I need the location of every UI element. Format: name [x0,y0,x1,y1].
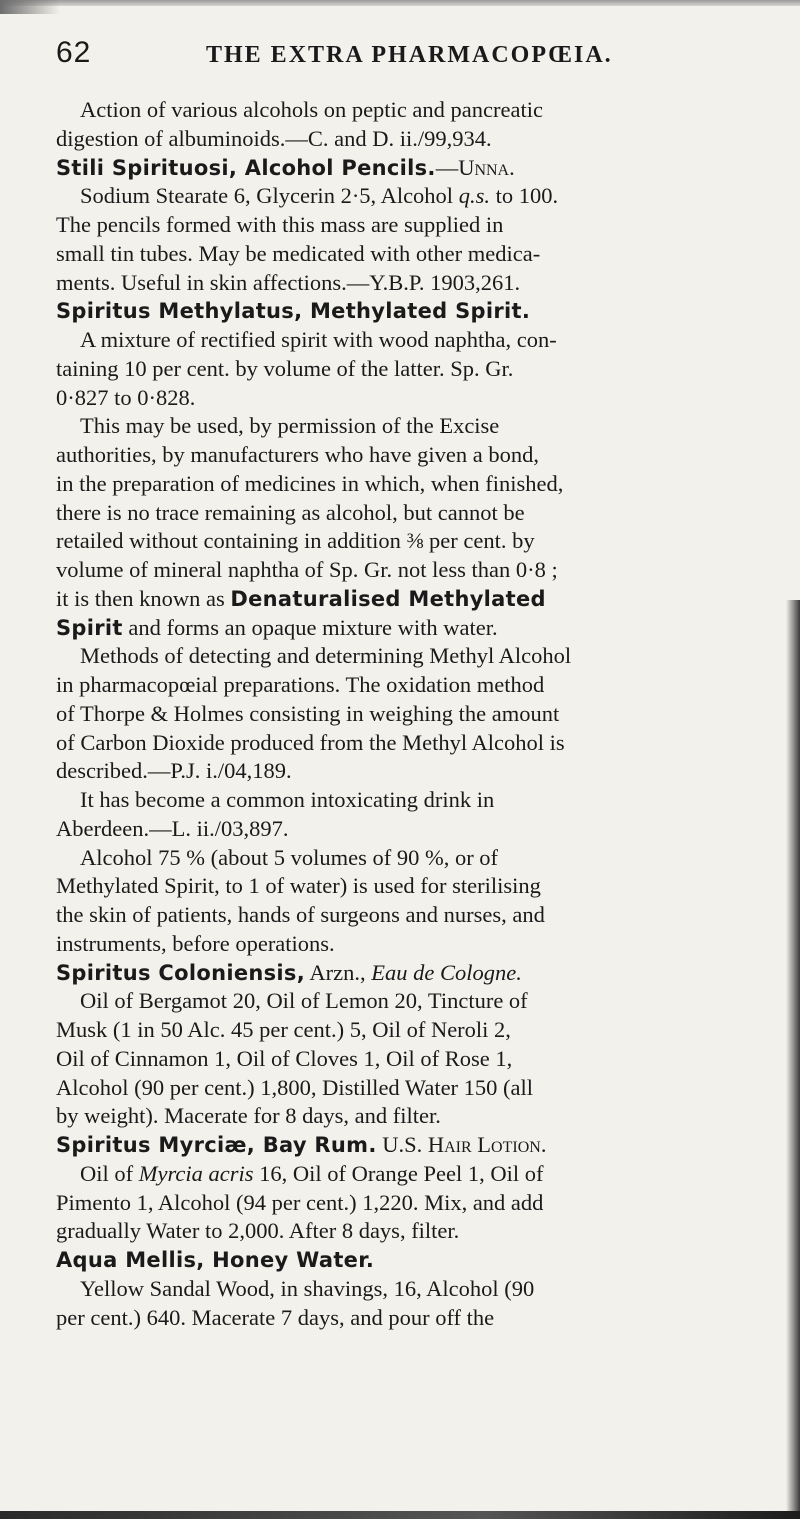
text-run: instruments, before operations. [56,930,335,956]
text-line [56,1045,774,1074]
text-run: to 100. [489,183,559,209]
text-run: in the preparation of medicines in which, when finished, [56,470,564,496]
body-text [56,96,774,1332]
text-line [56,959,774,988]
text-line [56,269,774,298]
text-line [56,700,774,729]
right-edge-shadow [786,600,800,1519]
text-line [56,815,774,844]
text-run: of Carbon Dioxide produced from the Methyl Alcohol is [56,729,565,755]
text-run: by weight). Macerate for 8 days, and filter. [56,1103,441,1129]
text-run: described.—P.J. i./04,189. [56,758,292,784]
text-run: of Thorpe & Holmes consisting in weighing the amount [56,700,560,726]
text-run: digestion of albuminoids.—C. and D. ii./99,934. [56,125,492,151]
text-line [56,96,774,125]
text-run: The pencils formed with this mass are supplied in [56,212,504,237]
entry-heading: Stili Spirituosi, Alcohol Pencils. [56,155,436,180]
text-run: gradually Water to 2,000. After 8 days, filter. [56,1218,460,1244]
text-line [56,1304,774,1333]
text-line [56,499,774,528]
bottom-edge-shadow [0,1511,800,1519]
text-run: It has become a common intoxicating drink in [80,787,495,812]
text-line [56,297,774,326]
entry-heading: Spiritus Methylatus, Methylated Spirit. [56,299,531,324]
text-run: Pimento 1, Alcohol (94 per cent.) 1,220. Mix, and add [56,1189,544,1215]
text-run: Alcohol 75 % (about 5 volumes of 90 %, or of [80,844,499,870]
entry-heading: Denaturalised Methylated [230,586,546,611]
top-edge-shadow [0,0,800,6]
text-run: Alcohol (90 per cent.) 1,800, Distilled Water 150 (all [56,1074,534,1100]
text-line [56,786,774,815]
text-line [56,441,774,470]
text-run: retailed without containing in addition ⅜ per cent. by [56,528,535,554]
text-run: Oil of [80,1160,139,1186]
page-header [56,22,746,78]
text-run: per cent.) 640. Macerate 7 days, and pour off the [56,1304,495,1330]
text-run: and forms an opaque mixture with water. [122,614,498,640]
text-run: Oil of Cinnamon 1, Oil of Cloves 1, Oil of Rose 1, [56,1045,513,1071]
text-run: — [435,154,459,180]
text-run: taining 10 per cent. by volume of the latter. Sp. Gr. [56,355,514,381]
text-run: volume of mineral naphtha of Sp. Gr. not less than 0·8 ; [56,557,558,582]
text-line [56,211,774,240]
text-line [56,1074,774,1103]
text-line [56,872,774,901]
entry-heading: Spiritus Coloniensis, [56,960,305,985]
text-run: ments. Useful in skin affections.—Y.B.P. 1903,261. [56,269,521,295]
text-line [56,556,774,585]
text-line [56,585,774,614]
text-run: authorities, by manufacturers who have given a bond, [56,442,539,467]
text-line [56,1102,774,1131]
top-corner-shadow [0,0,60,14]
entry-heading: Aqua Mellis, Honey Water. [56,1248,375,1272]
text-line [56,1016,774,1045]
text-run: Oil of Bergamot 20, Oil of Lemon 20, Tincture of [80,988,528,1014]
text-line [56,671,774,700]
text-line [56,1246,774,1275]
text-run: Eau de Cologne. [371,959,522,985]
text-run: Yellow Sandal Wood, in shavings, 16, Alcohol (90 [80,1275,535,1301]
text-line [56,384,774,413]
text-line [56,1160,774,1189]
text-run: Sodium Stearate 6, Glycerin 2·5, Alcohol [80,183,459,209]
text-line [56,527,774,556]
text-run: the skin of patients, hands of surgeons and nurses, and [56,902,545,927]
entry-heading: Spirit [56,615,123,640]
text-run: Methylated Spirit, to 1 of water) is used for sterilising [56,873,541,899]
text-line [56,355,774,384]
text-line [56,1275,774,1304]
text-line [56,1189,774,1218]
text-run: small tin tubes. May be medicated with other medica- [56,240,541,266]
text-run: in pharmacopœial preparations. The oxidation method [56,672,545,697]
text-line [56,240,774,269]
text-line [56,757,774,786]
text-run: q.s. [458,183,490,209]
running-title: THE EXTRA PHARMACOPŒIA. [206,42,613,68]
text-line [56,1217,774,1246]
text-line [56,642,774,671]
text-run: 16, Oil of Orange Peel 1, Oil of [253,1160,544,1186]
text-line [56,614,774,643]
text-run: Myrcia acris [138,1160,254,1186]
text-line [56,1131,774,1160]
text-run: it is then known as [56,585,231,611]
text-line [56,901,774,930]
text-line [56,412,774,441]
text-line [56,125,774,154]
text-run: there is no trace remaining as alcohol, but cannot be [56,499,525,525]
text-run: A mixture of rectified spirit with wood naphtha, con- [80,327,557,352]
text-line [56,470,774,499]
page-number: 62 [56,36,92,69]
text-line [56,326,774,355]
text-line [56,930,774,959]
text-run: U.S. [376,1132,428,1157]
text-run: Aberdeen.—L. ii./03,897. [56,815,289,841]
text-run: Arzn., [305,959,372,985]
text-line [56,729,774,758]
text-line [56,844,774,873]
text-run: Musk (1 in 50 Alc. 45 per cent.) 5, Oil of Neroli 2, [56,1017,511,1042]
text-run: Hair Lotion. [427,1132,547,1157]
text-run: 0·827 to 0·828. [56,384,196,410]
text-run: This may be used, by permission of the Excise [80,413,500,439]
entry-heading: Spiritus Myrciæ, Bay Rum. [56,1133,377,1157]
text-run: Unna. [458,154,515,180]
text-line [56,987,774,1016]
text-line [56,154,774,183]
text-run: Methods of detecting and determining Methyl Alcohol [80,643,572,669]
text-line [56,182,774,211]
text-run: Action of various alcohols on peptic and pancreatic [80,97,543,122]
